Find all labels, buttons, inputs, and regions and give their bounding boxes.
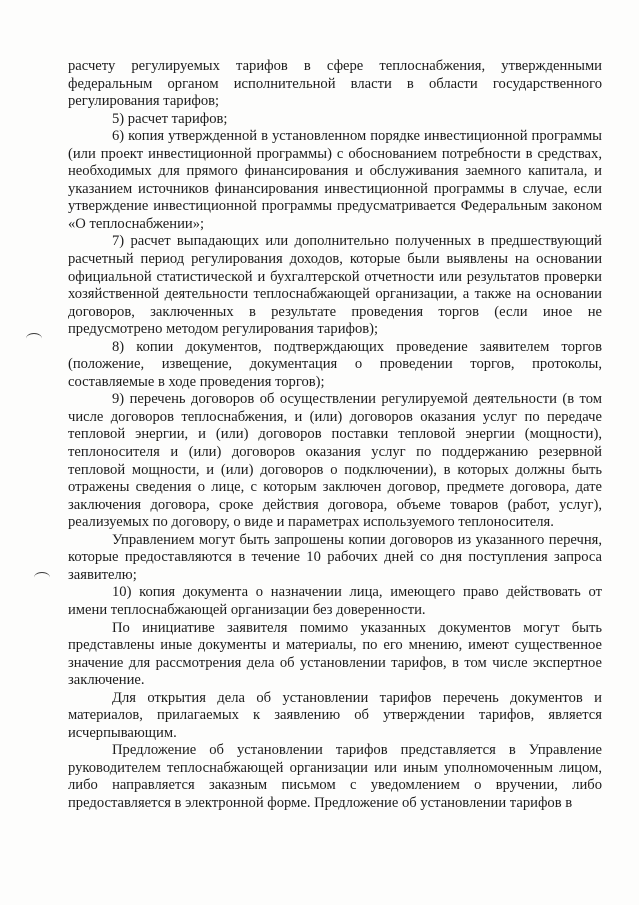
document-body bbox=[68, 58, 602, 813]
paragraph-item-5: 5) расчет тарифов; bbox=[112, 110, 228, 127]
paragraph-submission: Предложение об установлении тарифов представляется в Управление руководителем теплоснабжающей организации или иным уполномоченным лицом, либо направляется заказным письмом с уведомлением о вручении, либо предоставляется в электронной форме. Предложение об установлении тарифов в bbox=[68, 742, 602, 811]
paragraph-additional-documents: По инициативе заявителя помимо указанных документов могут быть представлены иные документы и материалы, по его мнению, имеют существенное значение для рассмотрения дела об установлении тарифов, в том числе экспертное заключение. bbox=[68, 619, 602, 689]
paragraph-item-6: 6) копия утвержденной в установленном порядке инвестиционной программы (или проект инвестиционной программы) с обоснованием потребности в средствах, необходимых для прямого финансирования и обслуживания заемного капитала, и указанием источников финансирования инвестиционной программы в случае, если утверждение инвестиционной программы предусматривается Федеральным законом «О теплоснабжении»; bbox=[68, 128, 602, 232]
paragraph-continuation: расчету регулируемых тарифов в сфере теплоснабжения, утвержденными федеральным органом исполнительной власти в области государственного регулирования тарифов; bbox=[68, 58, 602, 110]
paragraph-contracts-request: Управлением могут быть запрошены копии договоров из указанного перечня, которые предоставляются в течение 10 рабочих дней со дня поступления запроса заявителю; bbox=[68, 531, 602, 583]
paragraph-exhaustive-list: Для открытия дела об установлении тарифов перечень документов и материалов, прилагаемых к заявлению об утверждении тарифов, является исчерпывающим. bbox=[68, 689, 602, 741]
paragraph-item-10: 10) копия документа о назначении лица, имеющего право действовать от имени теплоснабжающей организации без доверенности. bbox=[68, 584, 602, 618]
paragraph-item-8: 8) копии документов, подтверждающих проведение заявителем торгов (положение, извещение, документация о проведении торгов, протоколы, составляемые в ходе проведения торгов); bbox=[68, 338, 602, 390]
paragraph-item-9: 9) перечень договоров об осуществлении регулируемой деятельности (в том числе договоров теплоснабжения, и (или) договоров оказания услуг по передаче тепловой энергии, и (или) договоров поставки тепловой энергии (мощности), теплоносителя и (или) договоров оказания услуг по поддержанию резервной тепловой мощности, и (или) договоров о подключении), в которых должны быть отражены сведения о лице, с которым заключен договор, предмете договора, дате заключения договора, сроке действия договора, объеме товаров (работ, услуг), реализуемых по договору, о виде и параметрах используемого теплоносителя. bbox=[68, 391, 602, 531]
paragraph-item-7: 7) расчет выпадающих или дополнительно полученных в предшествующий расчетный период регулирования доходов, которые были выявлены на основании официальной статистической и бухгалтерской отчетности или результатов проверки хозяйственной деятельности теплоснабжающей организации, а также на основании договоров, заключенных в результате проведения торгов (если иное не предусмотрено методом регулирования тарифов); bbox=[68, 233, 602, 338]
punch-hole-mark bbox=[26, 333, 42, 344]
punch-hole-mark bbox=[34, 572, 50, 583]
